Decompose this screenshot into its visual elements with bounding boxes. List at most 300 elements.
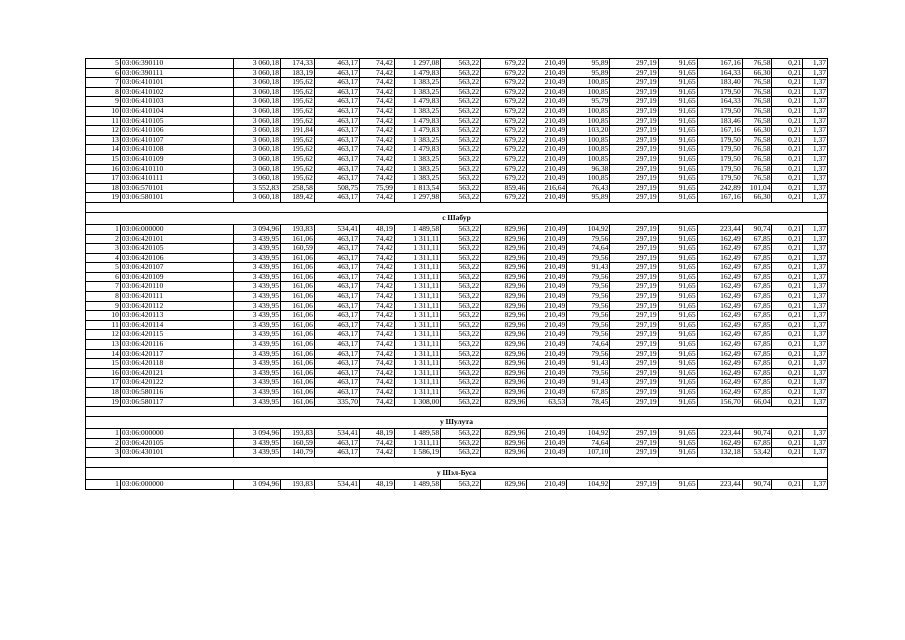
value-cell: 463,17	[314, 311, 359, 321]
value-cell: 91,65	[658, 479, 697, 489]
value-cell: 0,21	[772, 311, 803, 321]
value-cell: 297,19	[610, 330, 658, 340]
table-row	[86, 106, 828, 116]
value-cell: 210,49	[527, 388, 567, 398]
value-cell: 74,42	[360, 388, 395, 398]
value-cell: 1,37	[803, 429, 828, 439]
value-cell: 297,19	[610, 135, 658, 145]
cadastral-code-cell: 03:06:420114	[120, 320, 233, 330]
value-cell: 100,85	[567, 174, 610, 184]
value-cell: 100,85	[567, 78, 610, 88]
value-cell: 1 311,11	[394, 263, 440, 273]
value-cell: 829,96	[481, 244, 527, 254]
value-cell: 463,17	[314, 330, 359, 340]
value-cell: 162,49	[697, 330, 742, 340]
value-cell: 74,64	[567, 438, 610, 448]
value-cell: 297,19	[610, 145, 658, 155]
value-cell: 67,85	[567, 388, 610, 398]
value-cell: 91,65	[658, 87, 697, 97]
value-cell: 0,21	[772, 126, 803, 136]
table-row	[86, 87, 828, 97]
value-cell: 67,85	[742, 292, 772, 302]
row-number-cell: 7	[86, 78, 121, 88]
value-cell: 162,49	[697, 388, 742, 398]
value-cell: 74,42	[360, 320, 395, 330]
table-row	[86, 135, 828, 145]
value-cell: 162,49	[697, 234, 742, 244]
value-cell: 161,06	[280, 340, 314, 350]
value-cell: 76,58	[742, 59, 772, 69]
table-row	[86, 378, 828, 388]
spacer-cell	[86, 457, 828, 467]
value-cell: 463,17	[314, 253, 359, 263]
value-cell: 189,42	[280, 193, 314, 203]
value-cell: 179,50	[697, 174, 742, 184]
value-cell: 3 060,18	[233, 135, 280, 145]
value-cell: 160,59	[280, 438, 314, 448]
value-cell: 1,37	[803, 244, 828, 254]
value-cell: 1,37	[803, 388, 828, 398]
value-cell: 67,85	[742, 340, 772, 350]
value-cell: 161,06	[280, 311, 314, 321]
value-cell: 162,49	[697, 244, 742, 254]
value-cell: 1,37	[803, 292, 828, 302]
value-cell: 66,04	[742, 397, 772, 407]
value-cell: 0,21	[772, 292, 803, 302]
cadastral-code-cell: 03:06:420118	[120, 359, 233, 369]
value-cell: 101,04	[742, 183, 772, 193]
value-cell: 161,06	[280, 272, 314, 282]
value-cell: 829,96	[481, 282, 527, 292]
value-cell: 1,37	[803, 301, 828, 311]
value-cell: 1 586,19	[394, 448, 440, 458]
value-cell: 563,22	[441, 234, 481, 244]
value-cell: 563,22	[441, 135, 481, 145]
value-cell: 100,85	[567, 145, 610, 155]
value-cell: 297,19	[610, 388, 658, 398]
value-cell: 679,22	[481, 106, 527, 116]
value-cell: 91,65	[658, 448, 697, 458]
value-cell: 829,96	[481, 234, 527, 244]
value-cell: 91,65	[658, 234, 697, 244]
value-cell: 0,21	[772, 301, 803, 311]
cadastral-code-cell: 03:06:410101	[120, 78, 233, 88]
cadastral-code-cell: 03:06:420106	[120, 253, 233, 263]
value-cell: 48,19	[360, 429, 395, 439]
value-cell: 91,43	[567, 378, 610, 388]
value-cell: 3 439,95	[233, 301, 280, 311]
value-cell: 0,21	[772, 145, 803, 155]
cadastral-code-cell: 03:06:580101	[120, 193, 233, 203]
value-cell: 191,84	[280, 126, 314, 136]
cadastral-code-cell: 03:06:420117	[120, 349, 233, 359]
value-cell: 563,22	[441, 359, 481, 369]
value-cell: 0,21	[772, 87, 803, 97]
value-cell: 210,49	[527, 154, 567, 164]
value-cell: 3 439,95	[233, 438, 280, 448]
value-cell: 91,65	[658, 368, 697, 378]
value-cell: 297,19	[610, 438, 658, 448]
value-cell: 463,17	[314, 234, 359, 244]
value-cell: 1 489,58	[394, 224, 440, 234]
value-cell: 164,33	[697, 97, 742, 107]
value-cell: 563,22	[441, 87, 481, 97]
value-cell: 162,49	[697, 292, 742, 302]
value-cell: 210,49	[527, 106, 567, 116]
value-cell: 162,49	[697, 340, 742, 350]
value-cell: 74,42	[360, 68, 395, 78]
value-cell: 91,65	[658, 301, 697, 311]
value-cell: 3 439,95	[233, 234, 280, 244]
table-row	[86, 320, 828, 330]
value-cell: 0,21	[772, 135, 803, 145]
value-cell: 210,49	[527, 330, 567, 340]
row-number-cell: 16	[86, 164, 121, 174]
value-cell: 1 383,25	[394, 78, 440, 88]
value-cell: 74,42	[360, 244, 395, 254]
value-cell: 1,37	[803, 126, 828, 136]
value-cell: 210,49	[527, 68, 567, 78]
value-cell: 91,65	[658, 126, 697, 136]
value-cell: 74,42	[360, 126, 395, 136]
value-cell: 210,49	[527, 479, 567, 489]
value-cell: 297,19	[610, 292, 658, 302]
value-cell: 829,96	[481, 448, 527, 458]
value-cell: 463,17	[314, 448, 359, 458]
value-cell: 74,64	[567, 340, 610, 350]
value-cell: 66,30	[742, 126, 772, 136]
cadastral-code-cell: 03:06:420101	[120, 234, 233, 244]
value-cell: 95,89	[567, 193, 610, 203]
value-cell: 162,49	[697, 282, 742, 292]
cadastral-code-cell: 03:06:570101	[120, 183, 233, 193]
value-cell: 563,22	[441, 263, 481, 273]
value-cell: 91,65	[658, 272, 697, 282]
value-cell: 1,37	[803, 397, 828, 407]
value-cell: 0,21	[772, 154, 803, 164]
value-cell: 100,85	[567, 135, 610, 145]
value-cell: 297,19	[610, 429, 658, 439]
value-cell: 1,37	[803, 359, 828, 369]
value-cell: 162,49	[697, 438, 742, 448]
cadastral-code-cell: 03:06:410103	[120, 97, 233, 107]
value-cell: 242,89	[697, 183, 742, 193]
value-cell: 74,42	[360, 282, 395, 292]
value-cell: 91,65	[658, 164, 697, 174]
value-cell: 161,06	[280, 368, 314, 378]
table-row	[86, 126, 828, 136]
value-cell: 90,74	[742, 479, 772, 489]
value-cell: 96,38	[567, 164, 610, 174]
value-cell: 829,96	[481, 388, 527, 398]
value-cell: 107,10	[567, 448, 610, 458]
row-number-cell: 14	[86, 145, 121, 155]
cadastral-code-cell: 03:06:000000	[120, 224, 233, 234]
value-cell: 563,22	[441, 292, 481, 302]
value-cell: 74,42	[360, 116, 395, 126]
cadastral-code-cell: 03:06:410102	[120, 87, 233, 97]
value-cell: 3 439,95	[233, 282, 280, 292]
spacer-cell	[86, 407, 828, 417]
value-cell: 91,65	[658, 397, 697, 407]
value-cell: 1 311,11	[394, 234, 440, 244]
value-cell: 3 439,95	[233, 272, 280, 282]
table-row	[86, 438, 828, 448]
value-cell: 74,42	[360, 135, 395, 145]
value-cell: 829,96	[481, 292, 527, 302]
value-cell: 3 439,95	[233, 388, 280, 398]
value-cell: 76,58	[742, 174, 772, 184]
value-cell: 0,21	[772, 253, 803, 263]
value-cell: 0,21	[772, 97, 803, 107]
row-number-cell: 18	[86, 183, 121, 193]
value-cell: 563,22	[441, 320, 481, 330]
value-cell: 3 439,95	[233, 397, 280, 407]
value-cell: 297,19	[610, 78, 658, 88]
value-cell: 297,19	[610, 154, 658, 164]
cadastral-code-cell: 03:06:420109	[120, 272, 233, 282]
value-cell: 563,22	[441, 301, 481, 311]
value-cell: 0,21	[772, 282, 803, 292]
value-cell: 563,22	[441, 388, 481, 398]
section-heading: у Шэл-Буса	[86, 467, 828, 479]
value-cell: 160,59	[280, 244, 314, 254]
section-spacer-row	[86, 457, 828, 467]
table-row	[86, 164, 828, 174]
value-cell: 829,96	[481, 301, 527, 311]
value-cell: 1 479,83	[394, 116, 440, 126]
value-cell: 210,49	[527, 378, 567, 388]
value-cell: 829,96	[481, 359, 527, 369]
value-cell: 74,42	[360, 78, 395, 88]
value-cell: 91,65	[658, 253, 697, 263]
value-cell: 829,96	[481, 224, 527, 234]
value-cell: 1,37	[803, 282, 828, 292]
value-cell: 1 383,25	[394, 106, 440, 116]
value-cell: 563,22	[441, 272, 481, 282]
value-cell: 829,96	[481, 438, 527, 448]
value-cell: 76,43	[567, 183, 610, 193]
value-cell: 463,17	[314, 135, 359, 145]
value-cell: 132,18	[697, 448, 742, 458]
value-cell: 1 489,58	[394, 479, 440, 489]
value-cell: 297,19	[610, 349, 658, 359]
value-cell: 3 094,96	[233, 479, 280, 489]
value-cell: 679,22	[481, 193, 527, 203]
cadastral-code-cell: 03:06:410107	[120, 135, 233, 145]
value-cell: 297,19	[610, 97, 658, 107]
value-cell: 297,19	[610, 164, 658, 174]
value-cell: 210,49	[527, 174, 567, 184]
value-cell: 210,49	[527, 193, 567, 203]
table-row	[86, 330, 828, 340]
value-cell: 3 060,18	[233, 174, 280, 184]
row-number-cell: 9	[86, 97, 121, 107]
value-cell: 1,37	[803, 78, 828, 88]
value-cell: 463,17	[314, 106, 359, 116]
value-cell: 563,22	[441, 368, 481, 378]
value-cell: 67,85	[742, 282, 772, 292]
value-cell: 161,06	[280, 397, 314, 407]
value-cell: 162,49	[697, 253, 742, 263]
value-cell: 1,37	[803, 349, 828, 359]
value-cell: 74,42	[360, 154, 395, 164]
value-cell: 210,49	[527, 59, 567, 69]
value-cell: 859,46	[481, 183, 527, 193]
value-cell: 91,65	[658, 349, 697, 359]
value-cell: 162,49	[697, 368, 742, 378]
value-cell: 679,22	[481, 97, 527, 107]
value-cell: 0,21	[772, 59, 803, 69]
value-cell: 78,45	[567, 397, 610, 407]
value-cell: 1,37	[803, 183, 828, 193]
value-cell: 161,06	[280, 349, 314, 359]
value-cell: 74,42	[360, 193, 395, 203]
value-cell: 74,42	[360, 438, 395, 448]
value-cell: 463,17	[314, 78, 359, 88]
value-cell: 67,85	[742, 388, 772, 398]
value-cell: 76,58	[742, 145, 772, 155]
table-row	[86, 59, 828, 69]
value-cell: 179,50	[697, 135, 742, 145]
value-cell: 0,21	[772, 378, 803, 388]
row-number-cell: 19	[86, 397, 121, 407]
value-cell: 563,22	[441, 78, 481, 88]
value-cell: 1,37	[803, 311, 828, 321]
value-cell: 95,89	[567, 59, 610, 69]
value-cell: 463,17	[314, 282, 359, 292]
value-cell: 563,22	[441, 397, 481, 407]
value-cell: 104,92	[567, 429, 610, 439]
value-cell: 76,58	[742, 97, 772, 107]
value-cell: 195,62	[280, 78, 314, 88]
value-cell: 463,17	[314, 378, 359, 388]
value-cell: 1 311,11	[394, 311, 440, 321]
value-cell: 195,62	[280, 145, 314, 155]
value-cell: 210,49	[527, 448, 567, 458]
value-cell: 210,49	[527, 78, 567, 88]
value-cell: 74,42	[360, 234, 395, 244]
value-cell: 179,50	[697, 106, 742, 116]
cadastral-code-cell: 03:06:000000	[120, 429, 233, 439]
cadastral-code-cell: 03:06:410106	[120, 126, 233, 136]
table-row	[86, 429, 828, 439]
value-cell: 463,17	[314, 97, 359, 107]
value-cell: 1 311,11	[394, 272, 440, 282]
value-cell: 1 311,11	[394, 301, 440, 311]
value-cell: 0,21	[772, 272, 803, 282]
value-cell: 0,21	[772, 234, 803, 244]
value-cell: 563,22	[441, 164, 481, 174]
row-number-cell: 12	[86, 330, 121, 340]
value-cell: 1 308,00	[394, 397, 440, 407]
value-cell: 3 439,95	[233, 244, 280, 254]
value-cell: 53,42	[742, 448, 772, 458]
value-cell: 74,42	[360, 164, 395, 174]
value-cell: 3 060,18	[233, 106, 280, 116]
value-cell: 0,21	[772, 68, 803, 78]
value-cell: 297,19	[610, 448, 658, 458]
value-cell: 91,65	[658, 59, 697, 69]
value-cell: 463,17	[314, 388, 359, 398]
value-cell: 74,42	[360, 448, 395, 458]
value-cell: 534,41	[314, 479, 359, 489]
value-cell: 74,64	[567, 244, 610, 254]
value-cell: 1 311,11	[394, 292, 440, 302]
table-row	[86, 234, 828, 244]
value-cell: 1,37	[803, 59, 828, 69]
value-cell: 74,42	[360, 359, 395, 369]
table-row	[86, 174, 828, 184]
value-cell: 91,65	[658, 97, 697, 107]
value-cell: 161,06	[280, 320, 314, 330]
value-cell: 67,85	[742, 263, 772, 273]
value-cell: 1,37	[803, 145, 828, 155]
value-cell: 563,22	[441, 174, 481, 184]
value-cell: 563,22	[441, 429, 481, 439]
table-row	[86, 263, 828, 273]
value-cell: 1 383,25	[394, 174, 440, 184]
value-cell: 74,42	[360, 106, 395, 116]
value-cell: 0,21	[772, 397, 803, 407]
value-cell: 829,96	[481, 479, 527, 489]
value-cell: 179,50	[697, 87, 742, 97]
value-cell: 48,19	[360, 479, 395, 489]
value-cell: 563,22	[441, 193, 481, 203]
value-cell: 195,62	[280, 174, 314, 184]
value-cell: 0,21	[772, 448, 803, 458]
value-cell: 1 311,11	[394, 359, 440, 369]
section-heading-row	[86, 212, 828, 224]
cadastral-code-cell: 03:06:420110	[120, 282, 233, 292]
value-cell: 463,17	[314, 292, 359, 302]
row-number-cell: 11	[86, 116, 121, 126]
row-number-cell: 10	[86, 106, 121, 116]
value-cell: 829,96	[481, 330, 527, 340]
value-cell: 156,70	[697, 397, 742, 407]
value-cell: 829,96	[481, 340, 527, 350]
row-number-cell: 8	[86, 87, 121, 97]
value-cell: 76,58	[742, 164, 772, 174]
table-row	[86, 479, 828, 489]
value-cell: 174,33	[280, 59, 314, 69]
value-cell: 297,19	[610, 183, 658, 193]
row-number-cell: 15	[86, 359, 121, 369]
value-cell: 67,85	[742, 234, 772, 244]
value-cell: 1 311,11	[394, 378, 440, 388]
value-cell: 74,42	[360, 311, 395, 321]
value-cell: 1 311,11	[394, 438, 440, 448]
value-cell: 297,19	[610, 234, 658, 244]
value-cell: 463,17	[314, 116, 359, 126]
value-cell: 48,19	[360, 224, 395, 234]
value-cell: 161,06	[280, 359, 314, 369]
value-cell: 463,17	[314, 145, 359, 155]
value-cell: 67,85	[742, 320, 772, 330]
value-cell: 210,49	[527, 263, 567, 273]
value-cell: 1,37	[803, 479, 828, 489]
row-number-cell: 1	[86, 479, 121, 489]
section-heading-row	[86, 417, 828, 429]
row-number-cell: 2	[86, 438, 121, 448]
value-cell: 1,37	[803, 87, 828, 97]
table-row	[86, 193, 828, 203]
row-number-cell: 5	[86, 263, 121, 273]
value-cell: 335,70	[314, 397, 359, 407]
table-row	[86, 349, 828, 359]
value-cell: 563,22	[441, 116, 481, 126]
cadastral-code-cell: 03:06:410104	[120, 106, 233, 116]
